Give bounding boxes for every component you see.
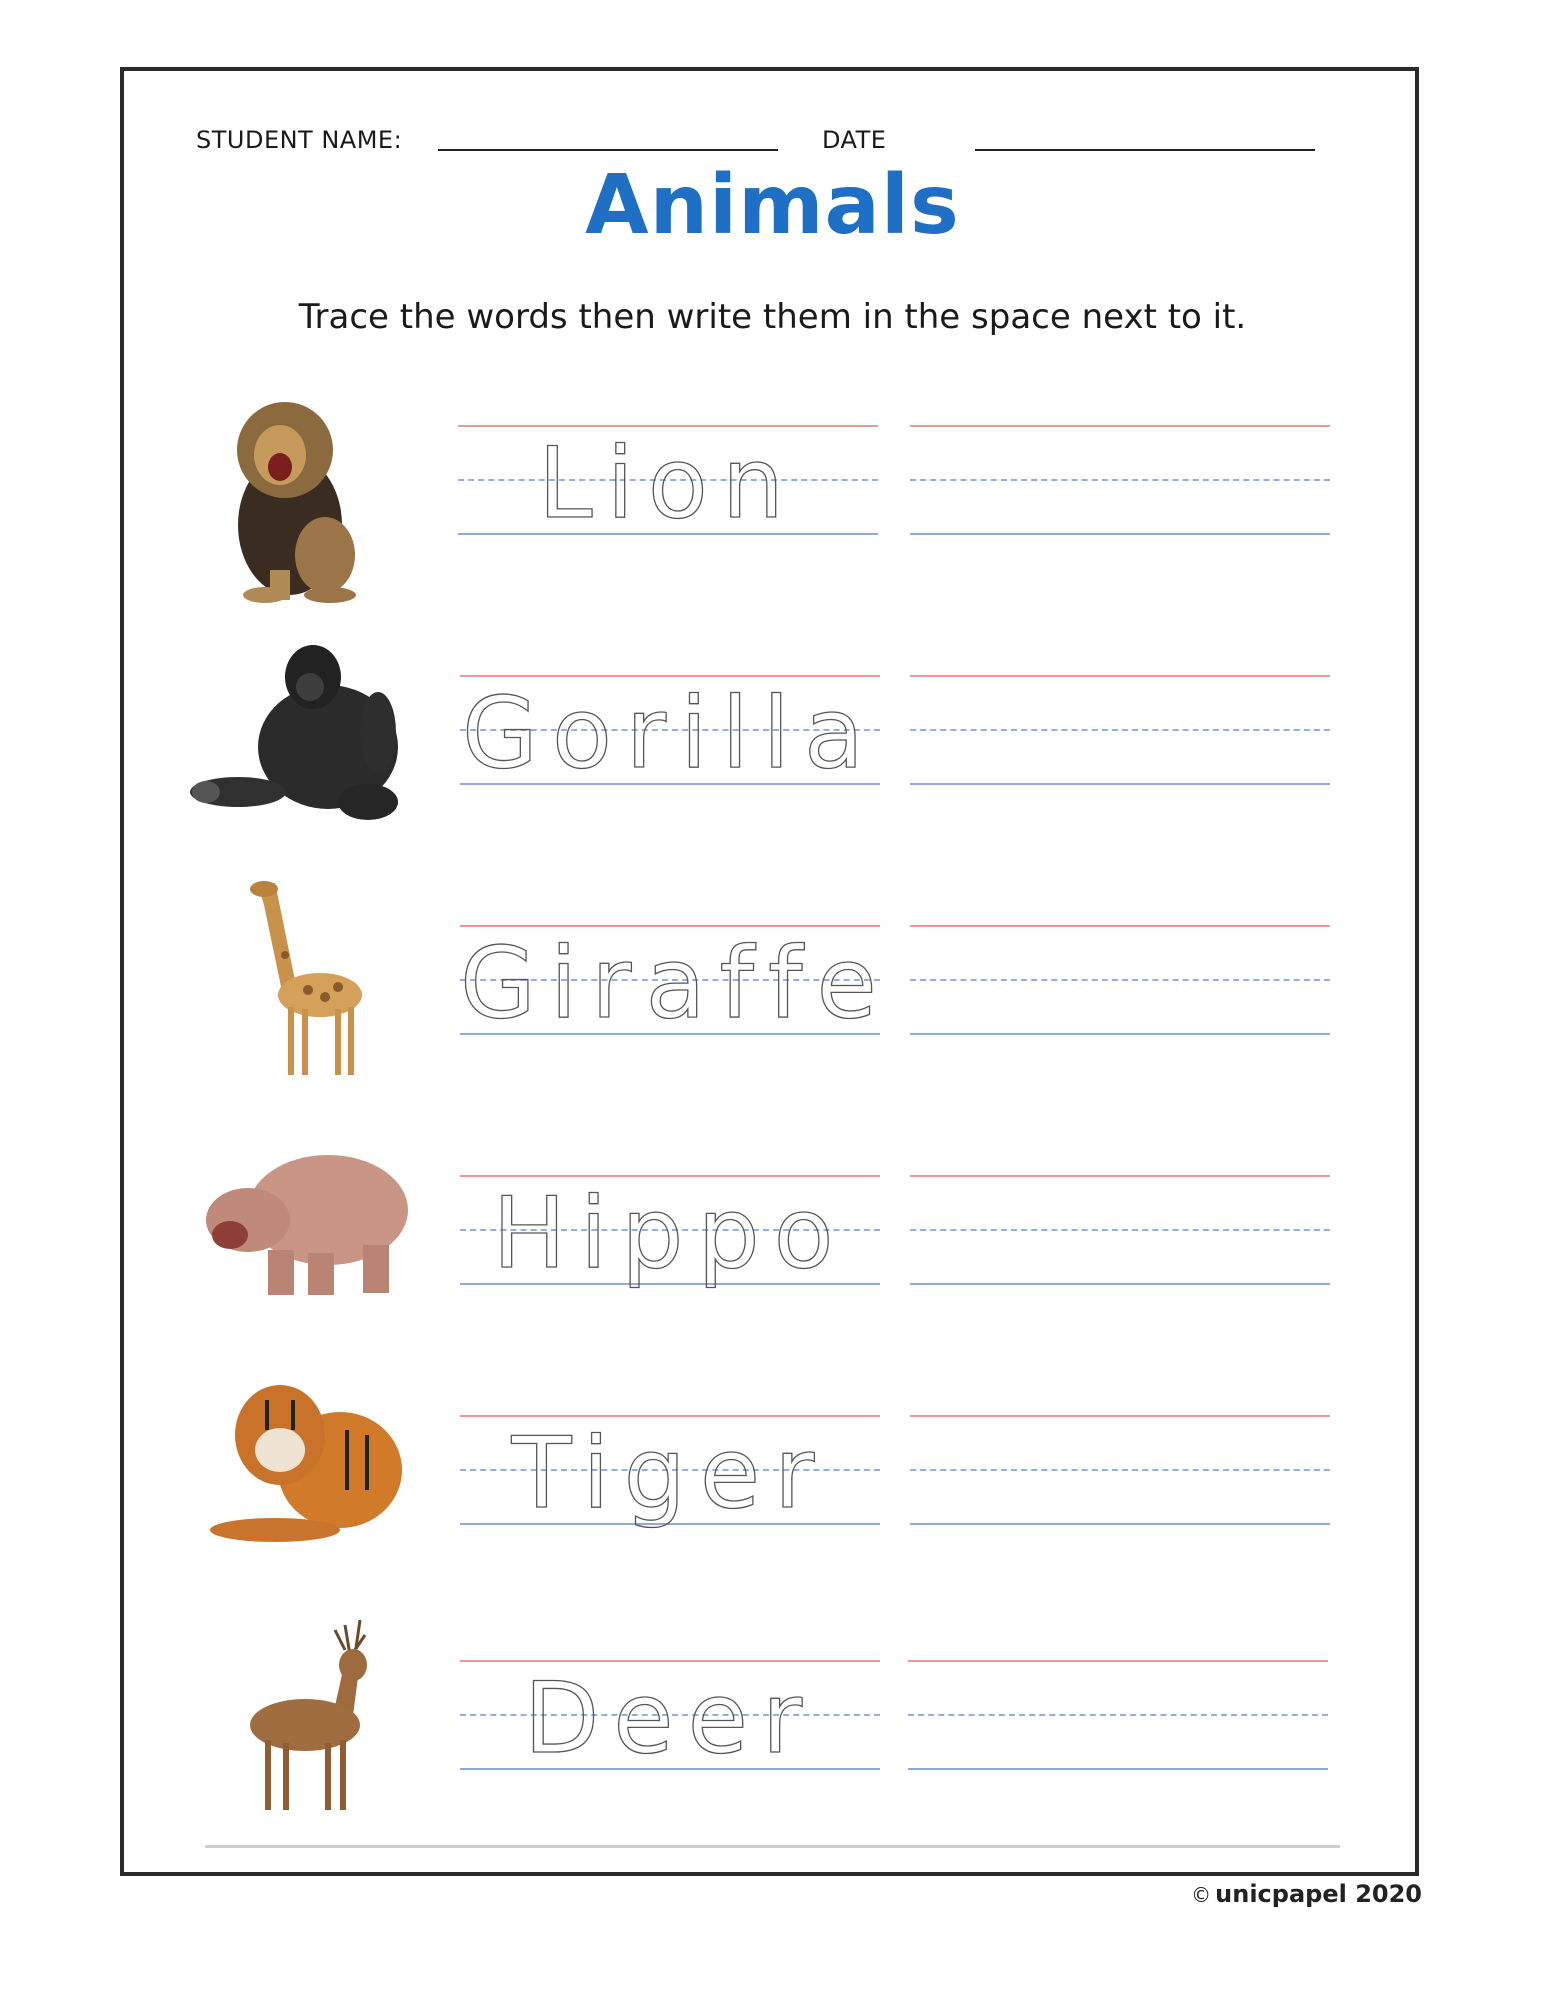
student-name-label: STUDENT NAME:: [196, 126, 403, 154]
row-lion: [0, 395, 1545, 595]
write-guide[interactable]: [910, 675, 1330, 785]
copyright-text: unicpapel 2020: [1215, 1880, 1422, 1908]
row-hippo: [0, 1125, 1545, 1325]
trace-guide[interactable]: [460, 675, 880, 791]
gorilla-image: [188, 632, 428, 842]
row-tiger: [0, 1360, 1545, 1560]
student-name-line[interactable]: [438, 149, 778, 151]
row-gorilla: [0, 632, 1545, 832]
page-title: Animals: [585, 158, 960, 253]
trace-word: Gorilla: [462, 677, 878, 791]
trace-guide[interactable]: [458, 425, 878, 541]
copyright-notice: [1191, 1880, 1422, 1908]
date-label: DATE: [822, 126, 887, 154]
trace-word: Lion: [538, 427, 798, 541]
giraffe-image: [180, 875, 420, 1085]
trace-word: Hippo: [492, 1177, 848, 1291]
deer-image: [225, 1615, 465, 1825]
trace-guide[interactable]: [460, 925, 891, 1041]
trace-word: Giraffe: [460, 927, 891, 1041]
trace-guide[interactable]: [460, 1660, 880, 1776]
hippo-image: [188, 1125, 428, 1335]
trace-word: Tiger: [511, 1417, 829, 1531]
trace-guide[interactable]: [460, 1415, 880, 1531]
write-guide[interactable]: [910, 925, 1330, 1035]
write-guide[interactable]: [910, 1175, 1330, 1285]
date-line[interactable]: [975, 149, 1315, 151]
trace-word: Deer: [523, 1662, 817, 1776]
row-deer: [0, 1615, 1545, 1815]
trace-guide[interactable]: [460, 1175, 880, 1291]
row-giraffe: [0, 875, 1545, 1075]
write-guide[interactable]: [908, 1660, 1328, 1770]
bottom-divider: [205, 1845, 1340, 1848]
write-guide[interactable]: [910, 1415, 1330, 1525]
lion-image: [180, 395, 420, 605]
instruction-text: Trace the words then write them in the space next to it.: [298, 297, 1247, 337]
tiger-image: [205, 1360, 445, 1570]
copyright-symbol: ©: [1191, 1883, 1212, 1907]
write-guide[interactable]: [910, 425, 1330, 535]
